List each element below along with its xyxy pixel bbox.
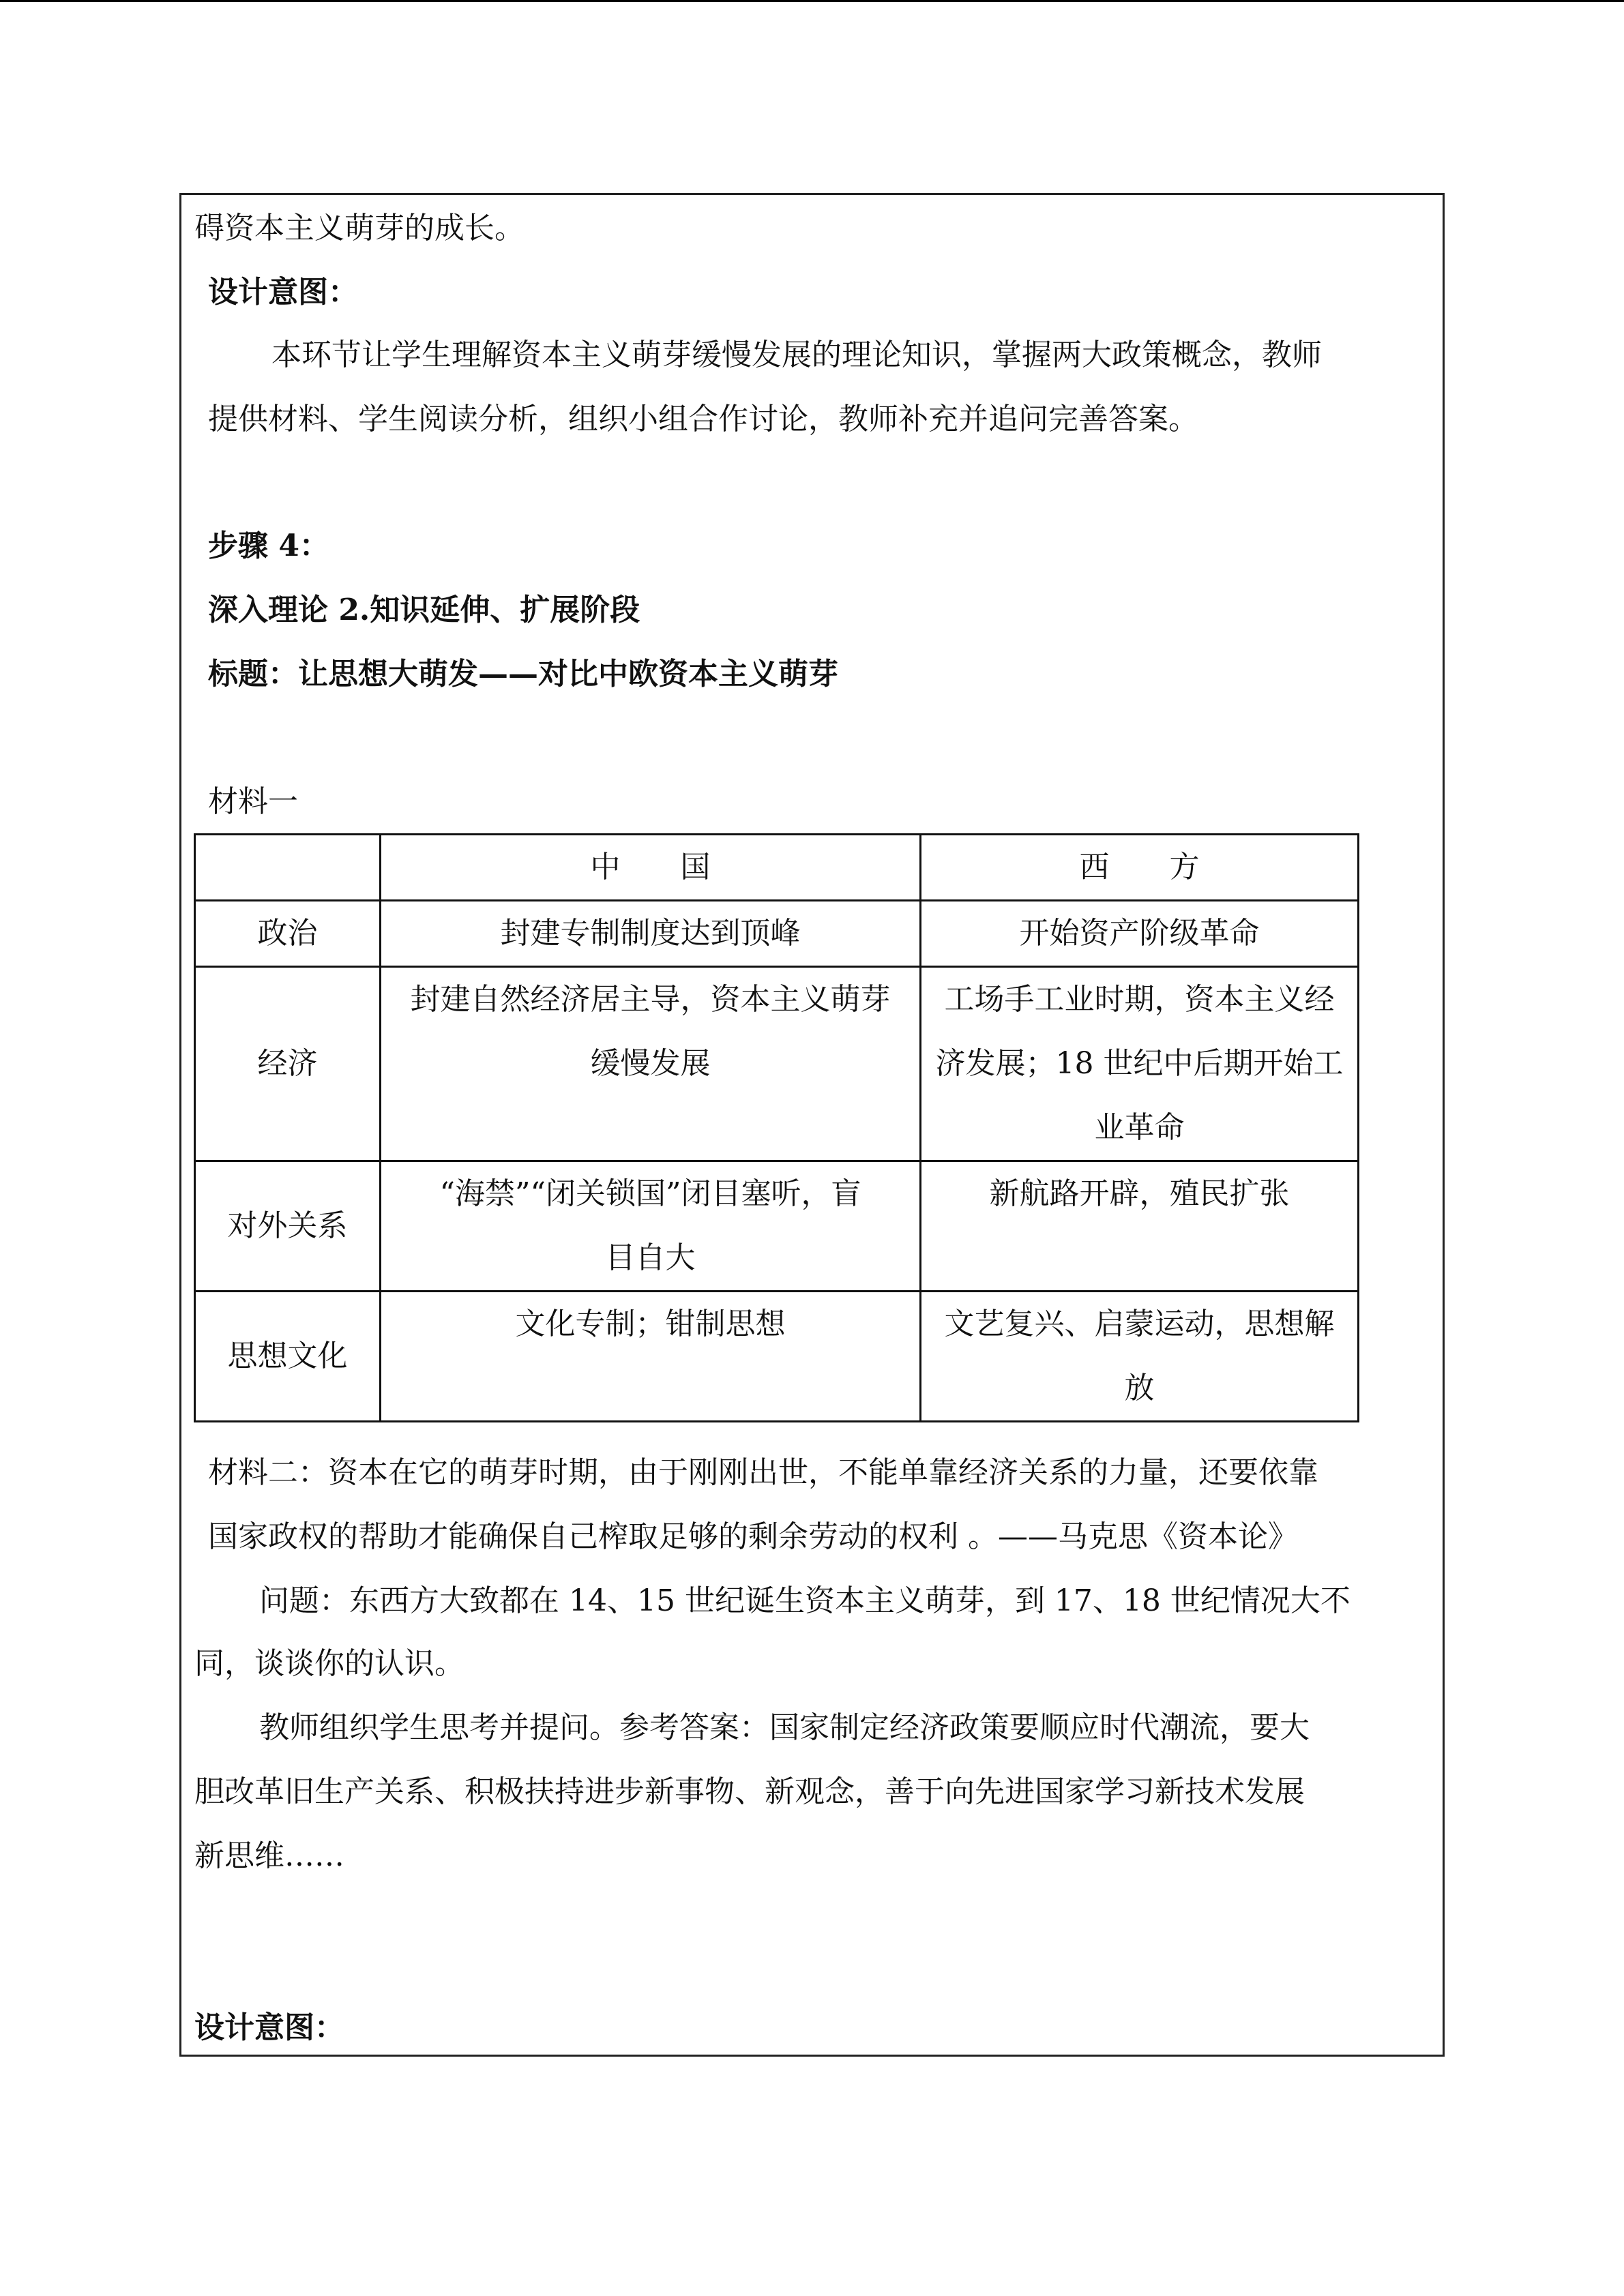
cell-line: 放: [1124, 1371, 1155, 1405]
table-row: [195, 967, 1359, 1161]
table-cell: [381, 1292, 921, 1422]
table-header-cell: [195, 835, 381, 901]
material-one-label: 材料一: [208, 784, 298, 819]
design-intent-paragraph-line: 本环节让学生理解资本主义萌芽缓慢发展的理论知识，掌握两大政策概念，教师: [271, 338, 1322, 372]
continued-text: 碍资本主义萌芽的成长。: [194, 211, 525, 245]
table-cell: [921, 1292, 1359, 1422]
table-row: [195, 901, 1359, 967]
answer-line: 新思维……: [194, 1838, 344, 1873]
material-two-line: 材料二：资本在它的萌芽时期，由于刚刚出世，不能单靠经济关系的力量，还要依靠: [208, 1455, 1318, 1490]
table-cell: [921, 1161, 1359, 1292]
cell-line: 济发展；18 世纪中后期开始工: [935, 1046, 1344, 1081]
design-intent-heading: 设计意图：: [208, 275, 358, 310]
answer-line: 胆改革旧生产关系、积极扶持进步新事物、新观念，善于向先进国家学习新技术发展: [194, 1774, 1305, 1809]
comparison-table: [194, 833, 1359, 1422]
table-cell: [921, 967, 1359, 1161]
answer-line: 教师组织学生思考并提问。参考答案：国家制定经济政策要顺应时代潮流，要大: [259, 1710, 1310, 1745]
cell-line: 新航路开辟，殖民扩张: [989, 1176, 1290, 1211]
table-aspect-cell: 经济: [195, 967, 381, 1161]
cell-line: 工场手工业时期，资本主义经: [944, 982, 1335, 1017]
table-aspect-cell: 思想文化: [195, 1292, 381, 1422]
cell-line: “海禁”“闭关锁国”闭目塞听，盲: [439, 1176, 861, 1211]
cell-line: 目自大: [605, 1240, 696, 1275]
table-cell: [921, 901, 1359, 967]
table-row: [195, 1292, 1359, 1422]
table-row: [195, 1161, 1359, 1292]
step-stage: 深入理论 2.知识延伸、扩展阶段: [208, 593, 640, 627]
design-intent-heading: 设计意图：: [194, 2010, 344, 2045]
question-line: 同，谈谈你的认识。: [194, 1646, 464, 1681]
table-header-cell: 中 国: [381, 835, 921, 901]
cell-line: 封建专制制度达到顶峰: [500, 916, 801, 951]
table-header-cell: 西 方: [921, 835, 1359, 901]
step-title: 标题：让思想大萌发——对比中欧资本主义萌芽: [208, 657, 838, 691]
cell-line: 缓慢发展: [590, 1046, 711, 1081]
page-top-rule: [0, 0, 1624, 2]
cell-line: 业革命: [1094, 1110, 1185, 1145]
table-header-row: [195, 835, 1359, 901]
cell-line: 封建自然经济居主导，资本主义萌芽: [410, 982, 891, 1017]
design-intent-paragraph-line: 提供材料、学生阅读分析，组织小组合作讨论，教师补充并追问完善答案。: [208, 402, 1198, 436]
table-aspect-cell: 对外关系: [195, 1161, 381, 1292]
question-line: 问题：东西方大致都在 14、15 世纪诞生资本主义萌芽，到 17、18 世纪情况大不: [259, 1583, 1350, 1618]
material-two-line: 国家政权的帮助才能确保自己榨取足够的剩余劳动的权利 。——马克思《资本论》: [208, 1519, 1298, 1554]
table-aspect-cell: 政治: [195, 901, 381, 967]
cell-line: 文化专制；钳制思想: [515, 1307, 786, 1341]
cell-line: 文艺复兴、启蒙运动，思想解: [944, 1307, 1335, 1341]
table-cell: [381, 1161, 921, 1292]
step-label: 步骤 4：: [208, 528, 329, 563]
cell-line: 开始资产阶级革命: [1019, 916, 1260, 951]
table-cell: [381, 901, 921, 967]
table-cell: [381, 967, 921, 1161]
